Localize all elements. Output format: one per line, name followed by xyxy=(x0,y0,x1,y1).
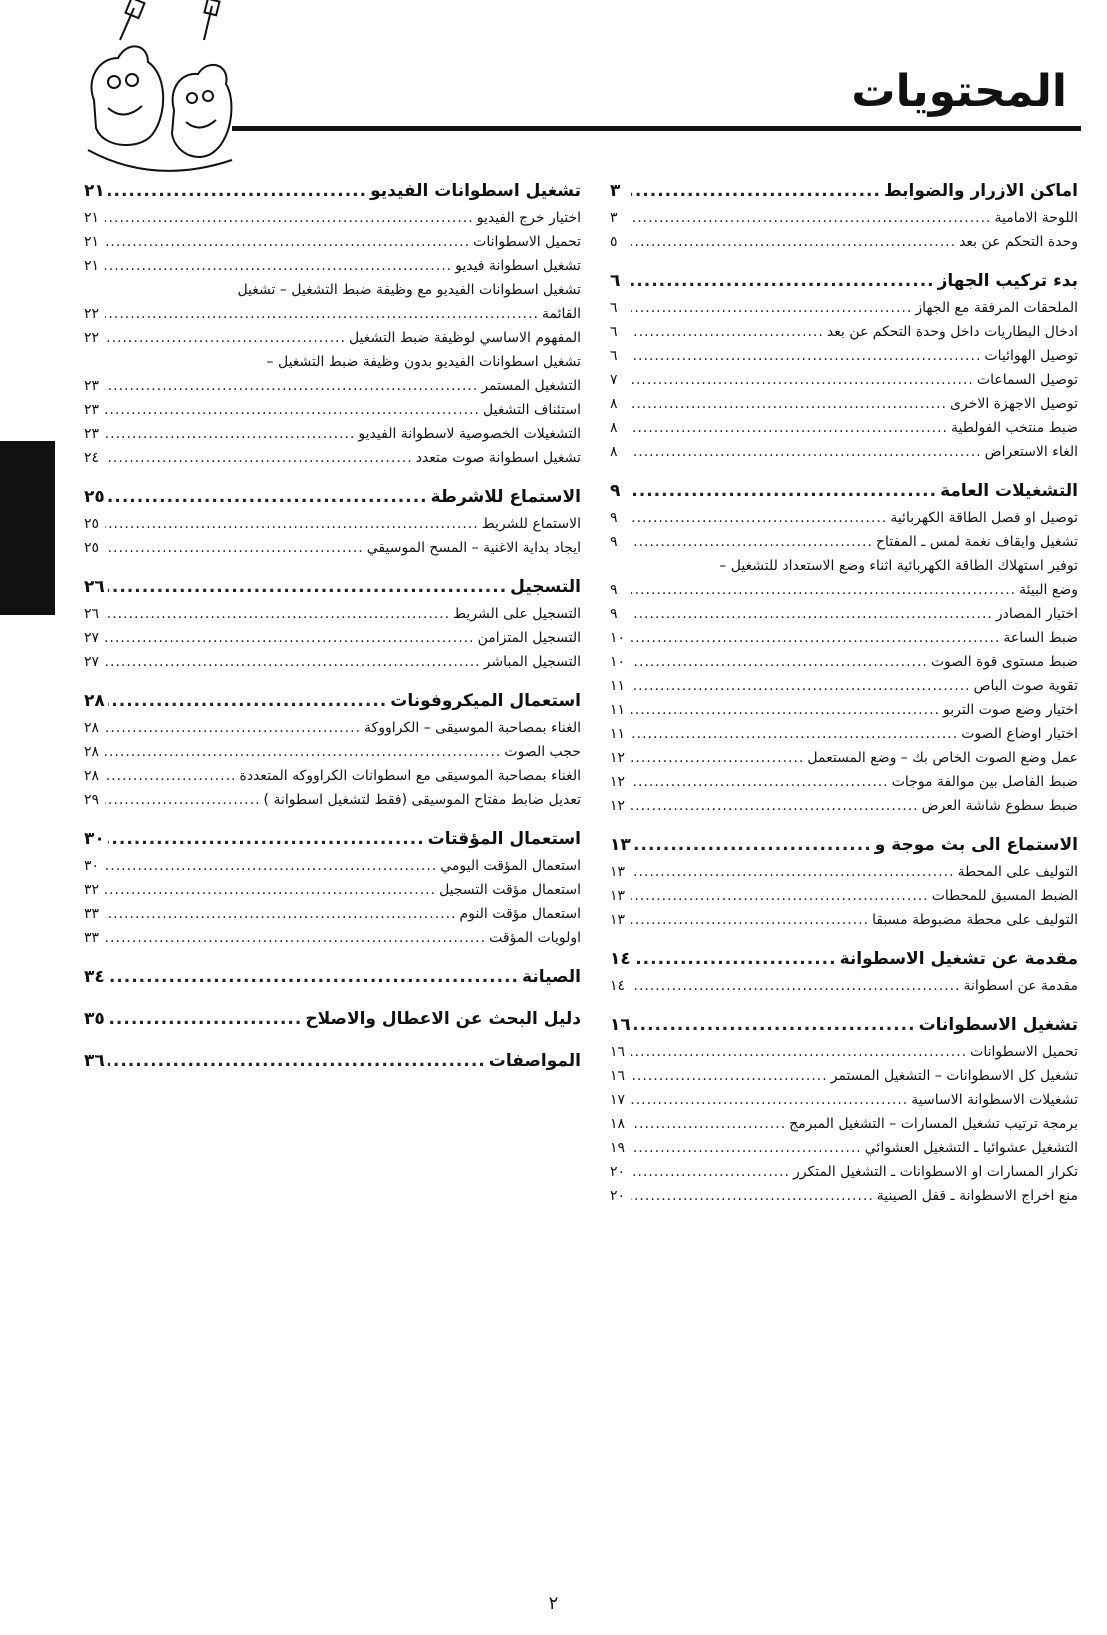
toc-section-heading[interactable] xyxy=(84,1046,581,1076)
entry-label: التوليف على المحطة xyxy=(957,864,1078,880)
entry-label: الغناء بمصاحبة الموسيقى – الكراووكة xyxy=(364,720,581,736)
page-ref: ٢١ xyxy=(84,210,100,226)
toc-section xyxy=(84,1046,581,1076)
entry-label: توصيل الاجهزة الاخرى xyxy=(950,396,1078,412)
page-ref: ٢٨ xyxy=(84,720,100,736)
dot-leader xyxy=(631,230,956,254)
page-ref: ٢٤ xyxy=(84,450,100,466)
toc-section-heading[interactable] xyxy=(610,476,1078,506)
entry-label: تشغيل اسطوانة صوت متعدد xyxy=(415,450,581,466)
dot-leader xyxy=(631,698,940,722)
toc-section-heading[interactable] xyxy=(84,686,581,716)
dot-leader xyxy=(631,884,929,908)
toc-section-heading[interactable] xyxy=(84,824,581,854)
entry-label: تعديل ضابط مفتاح الموسيقى (فقط لتشغيل اسطوانة ) xyxy=(263,792,581,808)
toc-entry[interactable] xyxy=(84,374,581,398)
dot-leader xyxy=(108,686,387,716)
toc-entry[interactable] xyxy=(84,626,581,650)
page-ref: ٢٠ xyxy=(610,1164,626,1180)
toc-section xyxy=(610,944,1078,998)
section-title: اماكن الازرار والضوابط xyxy=(883,181,1078,201)
toc-section-heading[interactable] xyxy=(84,572,581,602)
toc-entry[interactable] xyxy=(610,440,1078,464)
page-ref: ٢٧ xyxy=(84,654,100,670)
section-title: بدء تركيب الجهاز xyxy=(937,271,1078,291)
toc-section xyxy=(84,572,581,674)
entry-label: اختيار المصادر xyxy=(995,606,1078,622)
page-ref: ١٦ xyxy=(610,1015,631,1035)
page-ref: ١٢ xyxy=(610,798,626,814)
toc-entry[interactable] xyxy=(610,1160,1078,1184)
toc-section xyxy=(610,266,1078,464)
page-ref: ١٣ xyxy=(610,835,631,855)
entry-label: الغناء بمصاحبة الموسيقى مع اسطوانات الكراووكه المتعددة xyxy=(239,768,581,784)
dot-leader xyxy=(631,1160,790,1184)
toc-section-heading[interactable] xyxy=(84,962,581,992)
toc-entry[interactable] xyxy=(610,578,1078,602)
page-ref: ١٤ xyxy=(610,949,631,969)
entry-label: الغاء الاستعراض xyxy=(984,444,1078,460)
entry-label: المفهوم الاساسي لوظيفة ضبط التشغيل xyxy=(348,330,581,346)
toc-entry[interactable] xyxy=(84,764,581,788)
toc-entry[interactable] xyxy=(84,422,581,446)
entry-label: ايجاد بداية الاغنية – المسح الموسيقي xyxy=(366,540,581,556)
toc-entry[interactable] xyxy=(84,602,581,626)
dot-leader xyxy=(631,674,971,698)
toc-entry[interactable] xyxy=(610,884,1078,908)
toc-entry[interactable] xyxy=(84,512,581,536)
dot-leader xyxy=(631,860,955,884)
dot-leader xyxy=(631,392,947,416)
entry-label: توصيل السماعات xyxy=(976,372,1078,388)
dot-leader xyxy=(634,944,837,974)
page-ref: ٢٥ xyxy=(84,540,100,556)
entry-label: ضبط مستوى قوة الصوت xyxy=(930,654,1078,670)
page-ref: ٢٧ xyxy=(84,630,100,646)
entry-label: التسجيل على الشريط xyxy=(453,606,581,622)
toc-entry[interactable] xyxy=(610,860,1078,884)
toc-entry[interactable] xyxy=(610,530,1078,554)
page-ref: ١٣ xyxy=(610,912,626,928)
section-title: التشغيلات العامة xyxy=(940,481,1078,501)
page-ref: ٢١ xyxy=(84,234,100,250)
toc-entry[interactable] xyxy=(84,716,581,740)
dot-leader xyxy=(105,902,457,926)
page-ref: ٢٣ xyxy=(84,378,100,394)
toc-section xyxy=(84,176,581,470)
section-title: المواصفات xyxy=(488,1051,581,1071)
dot-leader xyxy=(105,206,474,230)
dot-leader xyxy=(631,506,887,530)
section-title: الصيانة xyxy=(522,967,581,987)
dot-leader xyxy=(631,1064,828,1088)
toc-entry[interactable] xyxy=(610,1088,1078,1112)
page-ref: ٦ xyxy=(610,271,621,291)
entry-label: التشغيل المستمر xyxy=(481,378,581,394)
entry-label: الملحقات المرفقة مع الجهاز xyxy=(915,300,1078,316)
toc-entry[interactable] xyxy=(84,230,581,254)
dot-leader xyxy=(105,302,539,326)
page-ref: ٢٣ xyxy=(84,402,100,418)
page-ref: ٨ xyxy=(610,420,618,436)
entry-label: استئناف التشغيل xyxy=(483,402,581,418)
toc-section-heading[interactable] xyxy=(610,1010,1078,1040)
entry-label: عمل وضع الصوت الخاص بك – وضع المستعمل xyxy=(807,750,1078,766)
page-ref: ٢٩ xyxy=(84,792,100,808)
entry-label: تحميل الاسطوانات xyxy=(473,234,581,250)
page-ref: ٢٠ xyxy=(610,1188,626,1204)
entry-label: اختيار اوضاع الصوت xyxy=(961,726,1078,742)
toc-section xyxy=(84,482,581,560)
dot-leader xyxy=(634,830,872,860)
dot-leader xyxy=(105,650,481,674)
entry-label: ضبط منتخب الفولطية xyxy=(951,420,1078,436)
toc-entry[interactable] xyxy=(84,350,581,374)
dot-leader xyxy=(631,368,974,392)
toc-entry[interactable] xyxy=(610,770,1078,794)
toc-section-heading[interactable] xyxy=(610,830,1078,860)
toc-entry[interactable] xyxy=(84,788,581,812)
page-ref: ٣٥ xyxy=(84,1009,105,1029)
entry-label: ضبط الفاصل بين موالفة موجات xyxy=(891,774,1078,790)
toc-entry[interactable] xyxy=(84,902,581,926)
entry-label: اختيار خرج الفيديو xyxy=(476,210,581,226)
page-ref: ٨ xyxy=(610,444,618,460)
dot-leader xyxy=(631,416,948,440)
dot-leader xyxy=(631,440,982,464)
page-ref: ٢٦ xyxy=(84,606,100,622)
dot-leader xyxy=(631,266,935,296)
toc-entry[interactable] xyxy=(84,254,581,278)
section-title: الاستماع الى بث موجة و xyxy=(874,835,1078,855)
dot-leader xyxy=(105,764,236,788)
page-ref: ٢٨ xyxy=(84,691,105,711)
page-ref: ٣٣ xyxy=(84,930,100,946)
toc-entry[interactable] xyxy=(610,1184,1078,1208)
toc-entry[interactable] xyxy=(84,878,581,902)
toc-section-heading[interactable] xyxy=(84,482,581,512)
page-ref: ٥ xyxy=(610,234,618,250)
entry-label: تشغيل كل الاسطوانات – التشغيل المستمر xyxy=(830,1068,1078,1084)
toc-section-heading[interactable] xyxy=(610,266,1078,296)
dot-leader xyxy=(631,296,912,320)
entry-label: التشغيلات الخصوصية لاسطوانة الفيديو xyxy=(358,426,581,442)
entry-label: مقدمة عن اسطوانة xyxy=(963,978,1078,994)
dot-leader xyxy=(631,1088,908,1112)
entry-label: اختيار وضع صوت التربو xyxy=(942,702,1078,718)
dot-leader xyxy=(108,962,519,992)
dot-leader xyxy=(105,398,480,422)
entry-label: القائمة xyxy=(542,306,581,322)
toc-entry[interactable] xyxy=(610,320,1078,344)
entry-label: الاستماع للشريط xyxy=(481,516,581,532)
toc-entry[interactable] xyxy=(610,908,1078,932)
toc-entry[interactable] xyxy=(84,926,581,950)
page-ref: ١٨ xyxy=(610,1116,626,1132)
toc-entry[interactable] xyxy=(610,506,1078,530)
section-title: تشغيل الاسطوانات xyxy=(918,1015,1078,1035)
dot-leader xyxy=(631,320,824,344)
page-ref: ٣٠ xyxy=(84,829,105,849)
page-ref: ١٤ xyxy=(610,978,626,994)
page-ref: ٣ xyxy=(610,210,618,226)
toc-entry[interactable] xyxy=(610,296,1078,320)
entry-label: توفير استهلاك الطاقة الكهربائية اثناء وضع الاستعداد للتشغيل – xyxy=(719,558,1078,574)
toc-entry[interactable] xyxy=(84,278,581,302)
page-ref: ٩ xyxy=(610,510,618,526)
dot-leader xyxy=(631,770,889,794)
toc-section xyxy=(610,1010,1078,1208)
dot-leader xyxy=(105,374,478,398)
dot-leader xyxy=(105,716,361,740)
dot-leader xyxy=(631,794,919,818)
page-ref: ٢٥ xyxy=(84,487,105,507)
dot-leader xyxy=(105,602,450,626)
section-title: تشغيل اسطوانات الفيديو xyxy=(370,181,581,201)
toc-section-heading[interactable] xyxy=(84,1004,581,1034)
page-ref: ٩ xyxy=(610,481,621,501)
page-ref: ١٢ xyxy=(610,750,626,766)
page-ref: ٢٢ xyxy=(84,306,100,322)
toc-entry[interactable] xyxy=(610,650,1078,674)
toc-entry[interactable] xyxy=(610,416,1078,440)
toc-entry[interactable] xyxy=(610,1064,1078,1088)
toc-entry[interactable] xyxy=(610,626,1078,650)
section-title: الاستماع للاشرطة xyxy=(430,487,581,507)
entry-label: تشغيل وايقاف نغمة لمس ـ المفتاح xyxy=(875,534,1078,550)
page-ref: ٣٤ xyxy=(84,967,105,987)
toc-entry[interactable] xyxy=(84,650,581,674)
page-ref: ٢٥ xyxy=(84,516,100,532)
entry-label: برمجة ترتيب تشغيل المسارات – التشغيل المبرمج xyxy=(789,1116,1078,1132)
entry-label: التشغيل عشوائيا ـ التشغيل العشوائي xyxy=(864,1140,1078,1156)
page-ref: ١١ xyxy=(610,702,626,718)
dot-leader xyxy=(105,446,413,470)
entry-label: التسجيل المباشر xyxy=(483,654,581,670)
toc-entry[interactable] xyxy=(610,1136,1078,1160)
toc-entry[interactable] xyxy=(610,344,1078,368)
entry-label: التوليف على محطة مضبوطة مسبقا xyxy=(872,912,1078,928)
toc-entry[interactable] xyxy=(84,536,581,560)
entry-label: التسجيل المتزامن xyxy=(477,630,581,646)
page-ref: ٣ xyxy=(610,181,621,201)
toc-entry[interactable] xyxy=(84,446,581,470)
entry-label: اللوحة الامامية xyxy=(994,210,1078,226)
section-title: التسجيل xyxy=(510,577,581,597)
dot-leader xyxy=(108,482,428,512)
dot-leader xyxy=(105,422,355,446)
page-ref: ١١ xyxy=(610,678,626,694)
toc-entry[interactable] xyxy=(610,392,1078,416)
toc-section xyxy=(84,1004,581,1034)
entry-label: تحميل الاسطوانات xyxy=(970,1044,1078,1060)
page-ref: ٢٣ xyxy=(84,426,100,442)
page-ref: ١٩ xyxy=(610,1140,626,1156)
toc-section-heading[interactable] xyxy=(610,176,1078,206)
entry-label: استعمال مؤقت التسجيل xyxy=(439,882,581,898)
entry-label: ضبط سطوع شاشة العرض xyxy=(921,798,1078,814)
dot-leader xyxy=(631,206,991,230)
dot-leader xyxy=(634,1010,916,1040)
toc-column-right xyxy=(610,176,1078,1220)
dot-leader xyxy=(105,854,437,878)
page-ref: ٢٨ xyxy=(84,768,100,784)
section-title: استعمال الميكروفونات xyxy=(390,691,581,711)
dot-leader xyxy=(631,626,1000,650)
page-ref: ٦ xyxy=(610,324,618,340)
page-ref: ١١ xyxy=(610,726,626,742)
page-ref: ٣٠ xyxy=(84,858,100,874)
dot-leader xyxy=(108,572,507,602)
entry-label: ادخال البطاريات داخل وحدة التحكم عن بعد xyxy=(826,324,1078,340)
dot-leader xyxy=(105,512,479,536)
page-ref: ١٠ xyxy=(610,630,626,646)
entry-label: توصيل الهوائيات xyxy=(984,348,1078,364)
dot-leader xyxy=(108,1004,303,1034)
toc-section xyxy=(610,476,1078,818)
section-title: دليل البحث عن الاعطال والاصلاح xyxy=(305,1009,581,1029)
toc-entry[interactable] xyxy=(84,326,581,350)
toc-entry[interactable] xyxy=(610,230,1078,254)
entry-label: ضبط الساعة xyxy=(1003,630,1078,646)
dot-leader xyxy=(631,974,961,998)
dot-leader xyxy=(631,1184,874,1208)
toc-entry[interactable] xyxy=(84,302,581,326)
page-ref: ٢٦ xyxy=(84,577,105,597)
dot-leader xyxy=(105,926,486,950)
toc-entry[interactable] xyxy=(84,740,581,764)
entry-label: توصيل او فصل الطاقة الكهربائية xyxy=(890,510,1078,526)
toc-entry[interactable] xyxy=(610,722,1078,746)
entry-label: وضع البيئة xyxy=(1019,582,1078,598)
toc-entry[interactable] xyxy=(610,794,1078,818)
dot-leader xyxy=(105,230,470,254)
toc-section xyxy=(84,824,581,950)
toc-entry[interactable] xyxy=(610,746,1078,770)
dot-leader xyxy=(631,344,981,368)
page-ref: ٦ xyxy=(610,348,618,364)
section-title: مقدمة عن تشغيل الاسطوانة xyxy=(839,949,1078,969)
title-rule xyxy=(232,126,1081,131)
page-ref: ٢٢ xyxy=(84,330,100,346)
dot-leader xyxy=(105,626,475,650)
page-ref: ١٣ xyxy=(610,864,626,880)
toc-entry[interactable] xyxy=(610,206,1078,230)
page-ref: ٨ xyxy=(610,396,618,412)
page-ref: ٩ xyxy=(610,606,618,622)
page-ref: ٧ xyxy=(610,372,618,388)
toc-entry[interactable] xyxy=(84,854,581,878)
toc-section xyxy=(610,830,1078,932)
page-ref: ١٠ xyxy=(610,654,626,670)
toc-entry[interactable] xyxy=(610,602,1078,626)
toc-entry[interactable] xyxy=(84,398,581,422)
page-number: ٢ xyxy=(548,1593,559,1614)
page-title: المحتويات xyxy=(851,66,1067,117)
dot-leader xyxy=(108,176,367,206)
page-ref: ٣٢ xyxy=(84,882,100,898)
toc-entry[interactable] xyxy=(84,206,581,230)
dot-leader xyxy=(631,1112,786,1136)
page-ref: ٢٨ xyxy=(84,744,100,760)
entry-label: استعمال المؤقت اليومي xyxy=(440,858,581,874)
toc-section xyxy=(610,176,1078,254)
dot-leader xyxy=(631,476,937,506)
dot-leader xyxy=(105,740,501,764)
page-ref: ٣٦ xyxy=(84,1051,105,1071)
entry-label: تشغيل اسطوانات الفيديو بدون وظيفة ضبط التشغيل – xyxy=(266,354,581,370)
dot-leader xyxy=(631,908,869,932)
page-ref: ١٢ xyxy=(610,774,626,790)
toc-entry[interactable] xyxy=(610,674,1078,698)
toc-section-heading[interactable] xyxy=(84,176,581,206)
toc-entry[interactable] xyxy=(610,554,1078,578)
dot-leader xyxy=(105,788,261,812)
section-title: استعمال المؤقتات xyxy=(427,829,581,849)
dot-leader xyxy=(631,650,928,674)
entry-label: تشغيل اسطوانات الفيديو مع وظيفة ضبط التشغيل – تشغيل xyxy=(237,282,581,298)
entry-label: استعمال مؤقت النوم xyxy=(459,906,581,922)
entry-label: تشغيلات الاسطوانة الاساسية xyxy=(911,1092,1078,1108)
toc-section xyxy=(84,962,581,992)
dot-leader xyxy=(108,824,425,854)
page-ref: ٢١ xyxy=(84,181,105,201)
entry-label: اولويات المؤقت xyxy=(489,930,581,946)
dot-leader xyxy=(105,254,452,278)
page-ref: ٩ xyxy=(610,582,618,598)
dot-leader xyxy=(105,536,364,560)
dot-leader xyxy=(631,530,873,554)
dot-leader xyxy=(631,578,1016,602)
entry-label: وحدة التحكم عن بعد xyxy=(959,234,1078,250)
dot-leader xyxy=(631,176,881,206)
page-ref: ٢١ xyxy=(84,258,100,274)
section-tab xyxy=(0,441,55,615)
entry-label: تشغيل اسطوانة فيديو xyxy=(455,258,581,274)
page-ref: ١٣ xyxy=(610,888,626,904)
page-ref: ١٦ xyxy=(610,1044,626,1060)
toc-entry[interactable] xyxy=(610,974,1078,998)
page-ref: ٣٣ xyxy=(84,906,100,922)
dot-leader xyxy=(631,1040,967,1064)
page-ref: ٦ xyxy=(610,300,618,316)
toc-entry[interactable] xyxy=(610,1112,1078,1136)
dot-leader xyxy=(105,878,436,902)
page-ref: ١٧ xyxy=(610,1092,626,1108)
toc-section xyxy=(84,686,581,812)
toc-entry[interactable] xyxy=(610,698,1078,722)
toc-entry[interactable] xyxy=(610,368,1078,392)
page-ref: ١٦ xyxy=(610,1068,626,1084)
entry-label: منع اخراج الاسطوانة ـ قفل الصينية xyxy=(876,1188,1078,1204)
dot-leader xyxy=(631,722,958,746)
dot-leader xyxy=(631,1136,862,1160)
toc-section-heading[interactable] xyxy=(610,944,1078,974)
dot-leader xyxy=(631,746,804,770)
toc-column-left xyxy=(84,176,581,1088)
entry-label: الضبط المسبق للمحطات xyxy=(931,888,1078,904)
dot-leader xyxy=(108,1046,486,1076)
guitar-cartoon-illustration xyxy=(84,0,236,182)
entry-label: تكرار المسارات او الاسطوانات ـ التشغيل المتكرر xyxy=(793,1164,1078,1180)
toc-entry[interactable] xyxy=(610,1040,1078,1064)
entry-label: تقوية صوت الباص xyxy=(973,678,1078,694)
page-ref: ٩ xyxy=(610,534,618,550)
entry-label: حجب الصوت xyxy=(504,744,581,760)
dot-leader xyxy=(105,326,346,350)
dot-leader xyxy=(631,602,993,626)
